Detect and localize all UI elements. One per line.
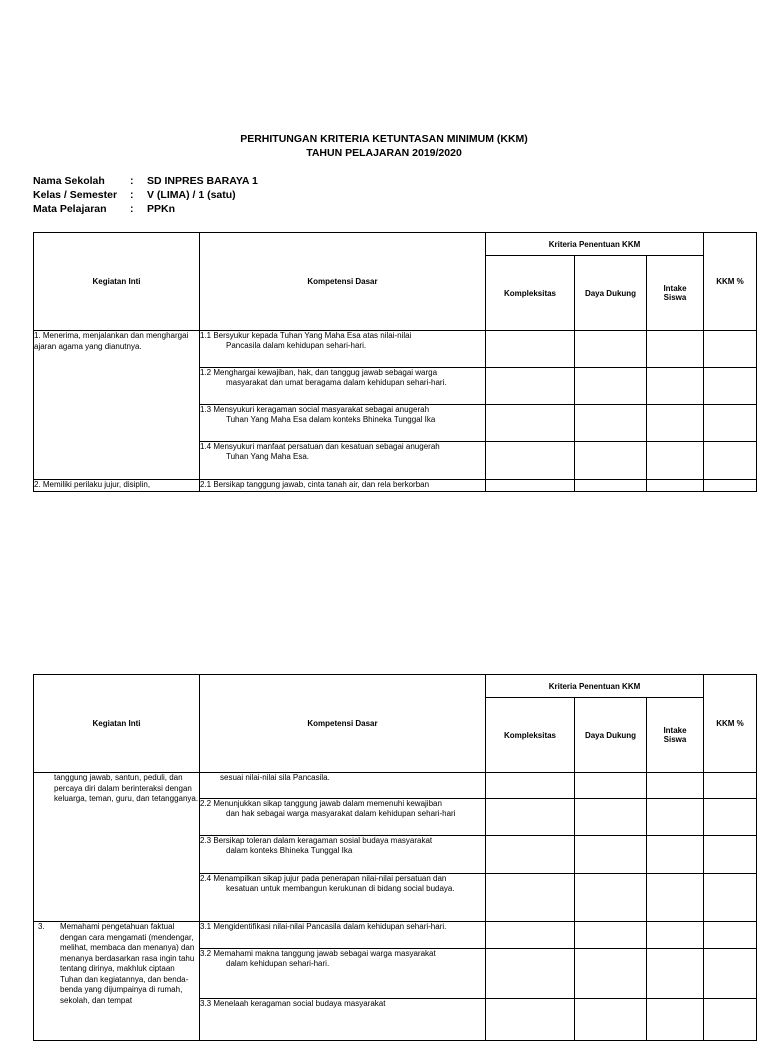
kd-text-cont: Pancasila dalam kehidupan sehari-hari. [226, 340, 367, 350]
kd-text-cont: Tuhan Yang Maha Esa dalam konteks Bhineka Tunggal Ika [226, 414, 436, 424]
header-kriteria: Kriteria Penentuan KKM [486, 675, 704, 698]
cell-kkm [704, 442, 757, 480]
cell-intake [647, 331, 704, 368]
cell-daya-dukung [575, 442, 647, 480]
kd-text-cont: kesatuan untuk membangun kerukunan di bidang social budaya. [226, 883, 455, 893]
kd-cell [200, 480, 486, 492]
intake-line2: Siswa [663, 293, 687, 302]
kd-text: 2.3 Bersikap toleran dalam keragaman sosial budaya masyarakat [200, 836, 433, 845]
kd-text: 3.3 Menelaah keragaman social budaya masyarakat [200, 999, 386, 1009]
cell-kompleksitas [486, 405, 575, 442]
cell-kompleksitas [486, 922, 575, 949]
info-colon: : [130, 189, 134, 201]
cell-kkm [704, 874, 757, 922]
ki-number: 3. [38, 922, 45, 931]
cell-daya-dukung [575, 922, 647, 949]
cell-daya-dukung [575, 480, 647, 492]
document-title-line1: PERHITUNGAN KRITERIA KETUNTASAN MINIMUM (KKM) [240, 133, 528, 145]
cell-intake [647, 368, 704, 405]
cell-kkm [704, 405, 757, 442]
header-kegiatan-inti: Kegiatan Inti [34, 233, 200, 331]
kd-cell: sesuai nilai-nilai sila Pancasila. [200, 773, 486, 799]
cell-daya-dukung [575, 999, 647, 1041]
cell-kompleksitas [486, 949, 575, 999]
cell-kompleksitas [486, 799, 575, 836]
header-kegiatan-inti: Kegiatan Inti [34, 675, 200, 773]
kd-text: 1.4 Mensyukuri manfaat persatuan dan kesatuan sebagai anugerah [200, 442, 440, 451]
header-daya-dukung: Daya Dukung [575, 698, 647, 773]
cell-kompleksitas [486, 368, 575, 405]
cell-kompleksitas [486, 999, 575, 1041]
kd-cell [200, 922, 486, 949]
info-value: SD INPRES BARAYA 1 [147, 175, 258, 187]
header-intake-siswa [647, 256, 704, 331]
cell-kkm [704, 331, 757, 368]
cell-daya-dukung [575, 405, 647, 442]
kd-cell [200, 836, 486, 874]
cell-intake [647, 874, 704, 922]
cell-kkm [704, 949, 757, 999]
cell-kkm [704, 836, 757, 874]
header-kriteria: Kriteria Penentuan KKM [486, 233, 704, 256]
cell-kkm [704, 773, 757, 799]
intake-line1: Intake [663, 726, 687, 735]
cell-kkm [704, 368, 757, 405]
kegiatan-inti-cell: 1. Menerima, menjalankan dan menghargai ajaran agama yang dianutnya. [34, 331, 200, 480]
cell-daya-dukung [575, 799, 647, 836]
kd-text-cont: masyarakat dan umat beragama dalam kehidupan sehari-hari. [226, 377, 447, 387]
kd-cell [200, 999, 486, 1041]
kd-text-cont: Tuhan Yang Maha Esa. [226, 451, 310, 461]
kd-text: 1.1 Bersyukur kepada Tuhan Yang Maha Esa atas nilai-nilai [200, 331, 412, 340]
cell-kkm [704, 999, 757, 1041]
kd-text: 1.2 Menghargai kewajiban, hak, dan tanggug jawab sebagai warga [200, 368, 438, 377]
cell-intake [647, 799, 704, 836]
kkm-table-page-1 [33, 232, 757, 492]
cell-intake [647, 949, 704, 999]
header-kkm: KKM % [704, 675, 757, 773]
kd-cell [200, 799, 486, 836]
info-label: Kelas / Semester [33, 189, 118, 201]
cell-kompleksitas [486, 773, 575, 799]
kd-cell [200, 331, 486, 368]
ki3-wrap [38, 922, 199, 1040]
kd-text: 2.2 Menunjukkan sikap tanggung jawab dalam memenuhi kewajiban [200, 799, 442, 808]
info-value: PPKn [147, 203, 176, 215]
cell-intake [647, 922, 704, 949]
cell-kkm [704, 480, 757, 492]
header-intake-siswa [647, 698, 704, 773]
cell-daya-dukung [575, 368, 647, 405]
kegiatan-inti-cell [34, 480, 200, 492]
cell-intake [647, 773, 704, 799]
header-kompetensi-dasar: Kompetensi Dasar [200, 675, 486, 773]
kegiatan-inti-cell [34, 922, 200, 1041]
kd-cell [200, 874, 486, 922]
cell-kkm [704, 922, 757, 949]
header-kompleksitas: Kompleksitas [486, 698, 575, 773]
kd-text: 2.1 Bersikap tanggung jawab, cinta tanah air, dan rela berkorban [200, 480, 430, 489]
kd-cell [200, 442, 486, 480]
kkm-table-page-2 [33, 674, 757, 1041]
kd-text: 1.3 Mensyukuri keragaman social masyarakat sebagai anugerah [200, 405, 430, 414]
cell-intake [647, 999, 704, 1041]
header-kkm: KKM % [704, 233, 757, 331]
ki-text: 2. Memiliki perilaku jujur, disiplin, [34, 480, 151, 489]
cell-kkm [704, 799, 757, 836]
cell-daya-dukung [575, 331, 647, 368]
cell-kompleksitas [486, 874, 575, 922]
cell-daya-dukung [575, 874, 647, 922]
info-label: Nama Sekolah [33, 175, 105, 187]
kd-text: 3.1 Mengidentifikasi nilai-nilai Pancasila dalam kehidupan sehari-hari. [200, 922, 447, 931]
cell-kompleksitas [486, 480, 575, 492]
kd-text: 3.2 Memahami makna tanggung jawab sebagai warga masyarakat [200, 949, 436, 959]
kd-text-cont: dalam konteks Bhineka Tunggal Ika [226, 845, 353, 855]
info-colon: : [130, 175, 134, 187]
info-label: Mata Pelajaran [33, 203, 107, 215]
cell-kompleksitas [486, 442, 575, 480]
cell-intake [647, 405, 704, 442]
cell-kompleksitas [486, 331, 575, 368]
kd-text: 2.4 Menampilkan sikap jujur pada penerapan nilai-nilai persatuan dan [200, 874, 447, 883]
cell-daya-dukung [575, 773, 647, 799]
cell-daya-dukung [575, 836, 647, 874]
intake-line1: Intake [663, 284, 687, 293]
document-title-line2: TAHUN PELAJARAN 2019/2020 [306, 147, 462, 159]
header-kompetensi-dasar: Kompetensi Dasar [200, 233, 486, 331]
kd-text-cont: dalam kehidupan sehari-hari. [226, 958, 330, 968]
info-value: V (LIMA) / 1 (satu) [147, 189, 236, 201]
cell-kompleksitas [486, 836, 575, 874]
header-daya-dukung: Daya Dukung [575, 256, 647, 331]
kd-cell [200, 405, 486, 442]
kegiatan-inti-cell: tanggung jawab, santun, peduli, dan percaya diri dalam berinteraksi dengan keluarga, teman, guru, dan tetangganya. [34, 773, 200, 922]
ki-text: Memahami pengetahuan faktual dengan cara mengamati (mendengar, melihat, membaca dan menanya) dan menanya berdasarkan rasa ingin tahu tentang dirinya, makhluk ciptaan Tuhan dan kegiatannya, dan benda-benda yang dijumpainya di rumah, sekolah, dan tempat [60, 922, 195, 1005]
cell-intake [647, 480, 704, 492]
cell-intake [647, 836, 704, 874]
intake-line2: Siswa [663, 735, 687, 744]
cell-intake [647, 442, 704, 480]
kd-cell [200, 368, 486, 405]
kd-cell [200, 949, 486, 999]
kd-text-cont: dan hak sebagai warga masyarakat dalam kehidupan sehari-hari [226, 808, 456, 818]
info-colon: : [130, 203, 134, 215]
cell-daya-dukung [575, 949, 647, 999]
header-kompleksitas: Kompleksitas [486, 256, 575, 331]
